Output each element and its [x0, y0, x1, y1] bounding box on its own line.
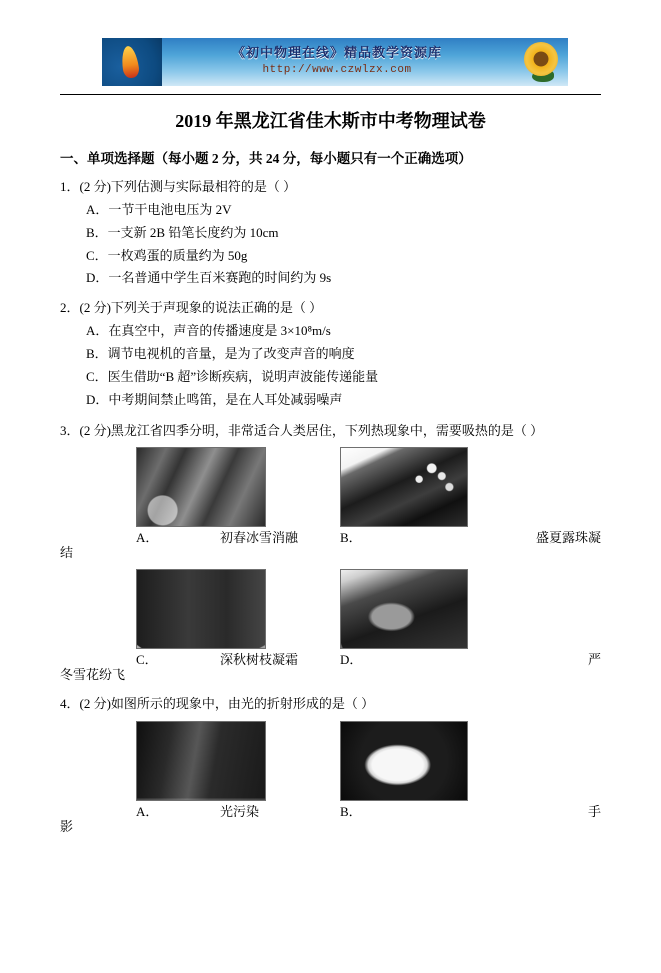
section-heading: 一、单项选择题（每小题 2 分，共 24 分，每小题只有一个正确选项）: [60, 151, 472, 166]
question-option: B．一支新 2B 铅笔长度约为 10cm: [86, 224, 279, 240]
option-caption-b: 盛夏露珠凝: [535, 530, 601, 546]
question-stem: 4．(2 分)如图所示的现象中，由光的折射形成的是（ ）: [60, 696, 375, 712]
option-caption-a: 初春冰雪消融: [220, 530, 299, 546]
photo-dew-drops: [340, 447, 468, 527]
option-caption-wrap: 冬雪花纷飞: [60, 666, 126, 682]
option-label-b: B．: [340, 803, 362, 819]
sunflower-icon: [520, 40, 564, 84]
question-stem: 2．(2 分)下列关于声现象的说法正确的是（ ）: [60, 300, 323, 316]
photo-hand-shadow: [340, 721, 468, 801]
option-caption-c: 深秋树枝凝霜: [220, 651, 299, 667]
question-option: D．一名普通中学生百米赛跑的时间约为 9s: [86, 270, 332, 286]
question-option: C．一枚鸡蛋的质量约为 50g: [86, 247, 248, 263]
banner-logo-area: [102, 38, 162, 86]
option-image-row: [60, 447, 601, 546]
banner-site-name: 《初中物理在线》精品教学资源库: [231, 45, 442, 60]
photo-melting-snow: [136, 447, 266, 527]
banner-site-url: http://www.czwlzx.com: [262, 64, 412, 76]
option-image-row: [60, 569, 601, 665]
option-caption-wrap: 影: [60, 818, 74, 834]
question-option: C．医生借助“B 超”诊断疾病，说明声波能传递能量: [86, 368, 379, 384]
header-divider: [60, 94, 601, 95]
site-banner: [102, 38, 568, 86]
question-option: B．调节电视机的音量，是为了改变声音的响度: [86, 346, 355, 362]
option-caption-d: 严: [587, 651, 601, 667]
question-option: A．在真空中，声音的传播速度是 3×10⁸m/s: [86, 323, 331, 339]
sunflower-petals: [524, 42, 558, 76]
option-label-d: D．: [340, 651, 363, 667]
option-label-a: A．: [136, 530, 159, 546]
flame-logo-icon: [120, 45, 140, 79]
photo-snow-pine: [340, 569, 468, 649]
option-label-c: C．: [136, 651, 158, 667]
photo-frost-branches: [136, 569, 266, 649]
question-option: D．中考期间禁止鸣笛，是在人耳处减弱噪声: [86, 391, 343, 407]
photo-light-pollution: [136, 721, 266, 801]
option-label-b: B．: [340, 530, 362, 546]
question-stem: 1．(2 分)下列估测与实际最相符的是（ ）: [60, 179, 297, 194]
option-caption-b: 手: [587, 803, 601, 819]
option-image-row: [60, 721, 601, 817]
option-caption-wrap: 结: [60, 545, 74, 561]
option-label-a: A．: [136, 803, 159, 819]
document-page: [0, 38, 661, 973]
question-stem: 3．(2 分)黑龙江省四季分明，非常适合人类居住，下列热现象中，需要吸热的是（ ）: [60, 423, 544, 439]
question-option: A．一节干电池电压为 2V: [86, 202, 232, 218]
page-title: 2019 年黑龙江省佳木斯市中考物理试卷: [175, 111, 486, 131]
option-caption-a: 光污染: [220, 803, 260, 819]
